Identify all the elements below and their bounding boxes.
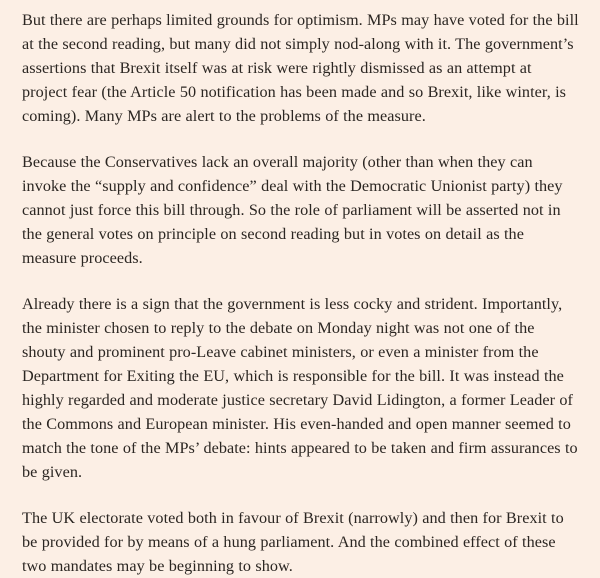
article-paragraph: Already there is a sign that the government is less cocky and strident. Importantly, the minister chosen to reply to the debate on Monday night was not one of the shouty and prominent pro-Leave cabinet ministers, or even a minister from the Department for Exiting the EU, which is responsible for the bill. It was instead the highly regarded and moderate justice secretary David Lidington, a former Leader of the Commons and European minister. His even-handed and open manner seemed to match the tone of the MPs’ debate: hints appeared to be taken and firm assurances to be given. (22, 295, 578, 481)
article-paragraph: The UK electorate voted both in favour of Brexit (narrowly) and then for Brexit to be provided for by means of a hung parliament. And the combined effect of these two mandates may be beginning to show. (22, 509, 564, 575)
article-paragraph: But there are perhaps limited grounds for optimism. MPs may have voted for the bill at the second reading, but many did not simply nod-along with it. The government’s assertions that Brexit itself was at risk were rightly dismissed as an attempt at project fear (the Article 50 notification has been made and so Brexit, like winter, is coming). Many MPs are alert to the problems of the measure. (22, 11, 579, 125)
article-paragraph: Because the Conservatives lack an overall majority (other than when they can invoke the “supply and confidence” deal with the Democratic Unionist party) they cannot just force this bill through. So the role of parliament will be asserted not in the general votes on principle on second reading but in votes on detail as the measure proceeds. (22, 153, 563, 267)
